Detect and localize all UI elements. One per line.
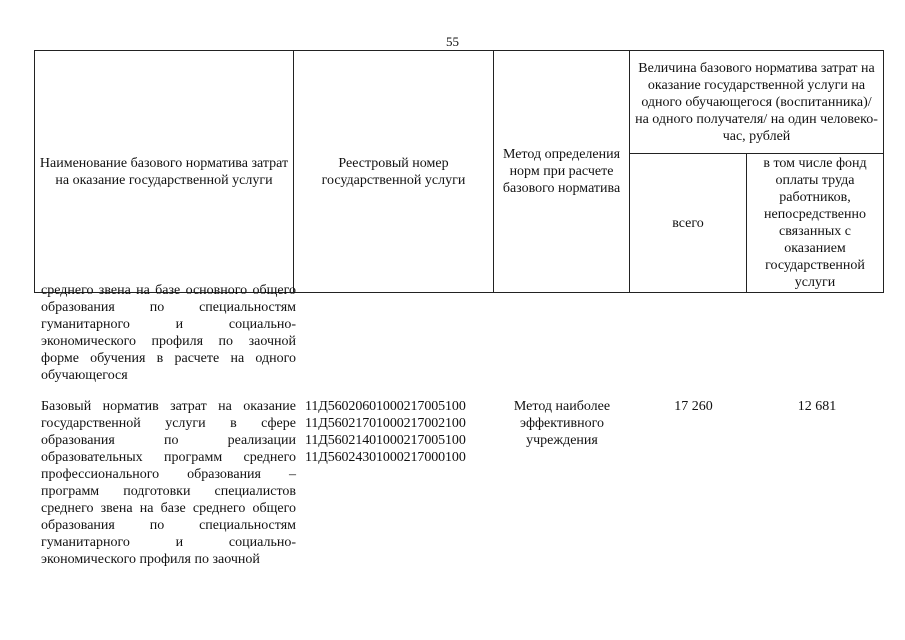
total-value: 17 260 bbox=[674, 399, 713, 414]
row-name: Базовый норматив затрат на оказание государственной услуги в сфере образования по реализации образовательных программ среднего профессионального образования – программ подготовки специалистов среднего звена на базе среднего общего образования по специальностям гуманитарного и социально-экономического профиля по заочной bbox=[41, 399, 296, 567]
header-col-total: всего bbox=[630, 154, 747, 293]
header-col-registry: Реестровый номер государственной услуги bbox=[294, 51, 494, 293]
header-col-payroll: в том числе фонд оплаты труда работников, непосредственно связанных с оказанием государственной услуги bbox=[747, 154, 884, 293]
registry-code: 11Д56021401000217005100 bbox=[305, 433, 466, 448]
registry-code: 11Д56021701000217002100 bbox=[305, 416, 466, 431]
registry-codes bbox=[305, 398, 491, 466]
method-value: Метод наиболее эффективного учреждения bbox=[513, 399, 611, 448]
header-col-method: Метод определения норм при расчете базового норматива bbox=[494, 51, 630, 293]
table-header bbox=[34, 50, 884, 293]
row-name-continuation: среднего звена на базе основного общего образования по специальностям гуманитарного и социально-экономического профиля по заочной форме обучения в расчете на одного обучающегося bbox=[41, 283, 296, 383]
page-number: 55 bbox=[446, 34, 459, 49]
header-col-value-group: Величина базового норматива затрат на оказание государственной услуги на одного обучающегося (воспитанника)/ на одного получателя/ на один человеко-час, рублей bbox=[630, 51, 884, 154]
header-col-name: Наименование базового норматива затрат на оказание государственной услуги bbox=[35, 51, 294, 293]
payroll-value: 12 681 bbox=[797, 399, 837, 414]
registry-code: 11Д56024301000217000100 bbox=[305, 450, 466, 465]
registry-code: 11Д56020601000217005100 bbox=[305, 399, 466, 414]
